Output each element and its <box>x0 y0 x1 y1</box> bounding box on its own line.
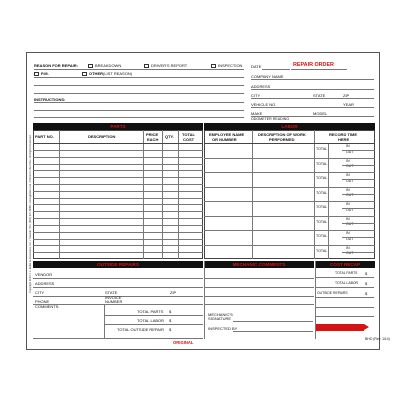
outside-total-parts-currency: $ <box>169 309 172 314</box>
recap-total-labor-label: TOTAL LABOR <box>335 281 358 285</box>
mechanic-title: MECHANIC COMMENTS <box>232 262 286 267</box>
outside-zip-label: ZIP <box>170 290 177 295</box>
labor-total-label: TOTAL <box>316 147 328 151</box>
address-label: ADDRESS <box>251 84 271 89</box>
col-record-time-2: HERE <box>338 137 350 142</box>
repair-order-form <box>26 52 390 350</box>
parts-row-line[interactable] <box>33 232 203 233</box>
mechanic-comment-line-3[interactable] <box>204 296 314 297</box>
breakdown-label: BREAKDOWN <box>95 63 122 68</box>
state-label: STATE <box>313 93 326 98</box>
parts-row-line[interactable] <box>33 245 203 246</box>
labor-in-out-divider <box>342 165 375 166</box>
inspection-checkbox[interactable] <box>211 64 216 68</box>
cost-recap-title: COST RECAP <box>329 262 361 267</box>
col-total: TOTAL <box>182 132 195 137</box>
labor-out-label: OUT <box>346 207 354 212</box>
zip-label: ZIP <box>343 93 350 98</box>
recap-total-parts-label: TOTAL PARTS <box>335 271 358 275</box>
mechanic-signature-field[interactable] <box>233 321 313 322</box>
other-label: OTHER <box>89 71 103 76</box>
make-label: MAKE <box>251 111 263 116</box>
other-checkbox[interactable] <box>82 72 87 76</box>
outside-city-label: CITY <box>35 290 45 295</box>
total-outside-repair-currency: $ <box>169 327 172 332</box>
labor-in-label: IN <box>346 202 350 207</box>
company-label: COMPANY NAME <box>251 74 284 79</box>
col-description: DESCRIPTION <box>88 134 116 139</box>
labor-total-label: TOTAL <box>316 248 328 253</box>
mechanic-comment-line-4[interactable] <box>204 304 314 305</box>
recap-arrow-icon <box>364 324 369 330</box>
parts-row-line[interactable] <box>33 204 203 205</box>
form-title: REPAIR ORDER <box>293 62 334 68</box>
labor-out-label: OUT <box>346 178 354 183</box>
outside-total-labor-currency: $ <box>169 318 172 323</box>
labor-in-label: IN <box>346 245 350 250</box>
date-label: DATE <box>251 64 262 69</box>
parts-row-line[interactable] <box>33 177 203 178</box>
outside-address-field[interactable] <box>33 287 203 288</box>
col-employee: EMPLOYEE NAME <box>209 132 245 137</box>
reason-label: REASON FOR REPAIR: <box>34 63 78 68</box>
outside-address-label: ADDRESS <box>35 281 55 286</box>
mechanic-comment-line-1[interactable] <box>204 278 314 279</box>
col-part-no: PART NO. <box>35 134 54 139</box>
col-qty: QTY. <box>165 134 174 139</box>
col-price: PRICE <box>146 132 159 137</box>
outside-repairs-title: OUTSIDE REPAIRS <box>97 262 139 267</box>
labor-in-label: IN <box>346 144 350 149</box>
pm-label: P.M. <box>41 71 49 76</box>
city-state-zip-field[interactable] <box>251 98 374 99</box>
labor-out-label: OUT <box>346 236 354 241</box>
comments-label: COMMENTS: <box>35 304 60 309</box>
labor-in-label: IN <box>346 158 350 163</box>
labor-out-label: OUT <box>346 193 354 198</box>
labor-in-out-divider <box>342 194 375 195</box>
parts-title: PARTS <box>110 124 126 129</box>
number-label: NUMBER <box>105 299 123 304</box>
vehicle-year-field[interactable] <box>251 107 374 108</box>
original-label: ORIGINAL <box>173 340 194 345</box>
labor-total-label: TOTAL <box>316 161 328 166</box>
labor-in-out-divider <box>342 179 375 180</box>
invoice-label: INVOICE <box>105 295 122 300</box>
labor-in-label: IN <box>346 231 350 236</box>
date-field[interactable] <box>262 69 290 70</box>
parts-row-line[interactable] <box>33 157 203 158</box>
labor-in-out-divider <box>342 223 375 224</box>
outside-state-label: STATE <box>105 290 118 295</box>
labor-in-out-divider <box>342 208 375 209</box>
labor-out-label: OUT <box>346 149 354 154</box>
vehicle-label: VEHICLE NO. <box>251 102 277 107</box>
form-number: BHO (Rev. 1/14) <box>365 337 390 341</box>
parts-row-line[interactable] <box>33 170 203 171</box>
recap-total-labor-currency: $ <box>365 281 368 286</box>
parts-row-line[interactable] <box>33 239 203 240</box>
recap-outside-currency: $ <box>365 291 368 296</box>
labor-total-label: TOTAL <box>316 234 328 238</box>
parts-row-line[interactable] <box>33 191 203 192</box>
labor-in-label: IN <box>346 216 350 221</box>
instructions-label: INSTRUCTIONS: <box>34 97 66 102</box>
col-record-time: RECORD TIME <box>329 132 357 137</box>
recap-total-bar <box>316 324 364 331</box>
mechanic-signature-label: MECHANIC'S <box>208 312 233 317</box>
company-field[interactable] <box>251 79 374 80</box>
total-outside-repair-label: TOTAL OUTSIDE REPAIR <box>117 327 164 332</box>
col-work-2: PERFORMED <box>269 137 295 142</box>
col-cost: COST <box>183 137 195 142</box>
col-employee-2: OR NUMBER <box>212 137 237 142</box>
recap-total-parts-currency: $ <box>365 271 368 276</box>
labor-out-label: OUT <box>346 164 354 169</box>
year-label: YEAR <box>343 102 354 107</box>
vendor-label: VENDOR <box>35 272 53 277</box>
labor-in-label: IN <box>346 173 350 178</box>
city-label: CITY <box>251 93 261 98</box>
side-copyright: Copyright 2014 J. J. Keller & Associates, Inc. • Neenah, WI • (800) 327-6868 • www.jjkeller.com • Printed in the USA • All Rights Reserved <box>29 135 32 293</box>
recap-outside-repairs-label: OUTSIDE REPAIRS <box>317 291 348 295</box>
inspected-by-label: INSPECTED BY <box>208 326 238 331</box>
parts-row-line[interactable] <box>33 164 203 165</box>
parts-row-line[interactable] <box>33 252 203 253</box>
outside-total-labor-label: TOTAL LABOR <box>137 318 165 323</box>
labor-out-label: OUT <box>346 251 354 256</box>
drivers-report-label: DRIVER'S REPORT <box>151 63 188 68</box>
inspection-label: INSPECTION <box>218 63 243 68</box>
model-label: MODEL <box>313 111 328 116</box>
parts-row-line[interactable] <box>33 211 203 212</box>
col-work: DESCRIPTION OF WORK <box>258 132 306 137</box>
col-each: EACH <box>147 137 159 142</box>
parts-row-line[interactable] <box>33 225 203 226</box>
labor-total-label: TOTAL <box>316 176 328 180</box>
labor-in-out-divider <box>342 237 375 238</box>
phone-label: PHONE <box>35 299 50 304</box>
outside-total-parts-label: TOTAL PARTS <box>137 309 164 314</box>
labor-total-label: TOTAL <box>316 190 328 195</box>
labor-in-out-divider <box>342 150 375 151</box>
pm-checkbox[interactable] <box>34 72 39 76</box>
labor-out-label: OUT <box>346 222 354 227</box>
address-field[interactable] <box>251 89 374 90</box>
labor-total-label: TOTAL <box>316 219 328 224</box>
labor-in-out-divider <box>342 252 375 253</box>
breakdown-checkbox[interactable] <box>88 64 93 68</box>
labor-title: LABOR <box>281 124 298 129</box>
mechanic-signature-label-2: SIGNATURE <box>208 316 232 321</box>
other-sub-label: (LIST REASON) <box>103 71 133 76</box>
parts-row-line[interactable] <box>33 184 203 185</box>
inspected-by-field[interactable] <box>233 331 313 332</box>
odometer-label: ODOMETER READING <box>251 117 290 121</box>
parts-row-line[interactable] <box>33 218 203 219</box>
labor-in-label: IN <box>346 187 350 192</box>
vendor-field[interactable] <box>33 278 203 279</box>
parts-row-line[interactable] <box>33 198 203 199</box>
mechanic-comment-line-2[interactable] <box>204 287 314 288</box>
drivers-report-checkbox[interactable] <box>144 64 149 68</box>
labor-total-label: TOTAL <box>316 205 328 209</box>
parts-row-line[interactable] <box>33 150 203 151</box>
